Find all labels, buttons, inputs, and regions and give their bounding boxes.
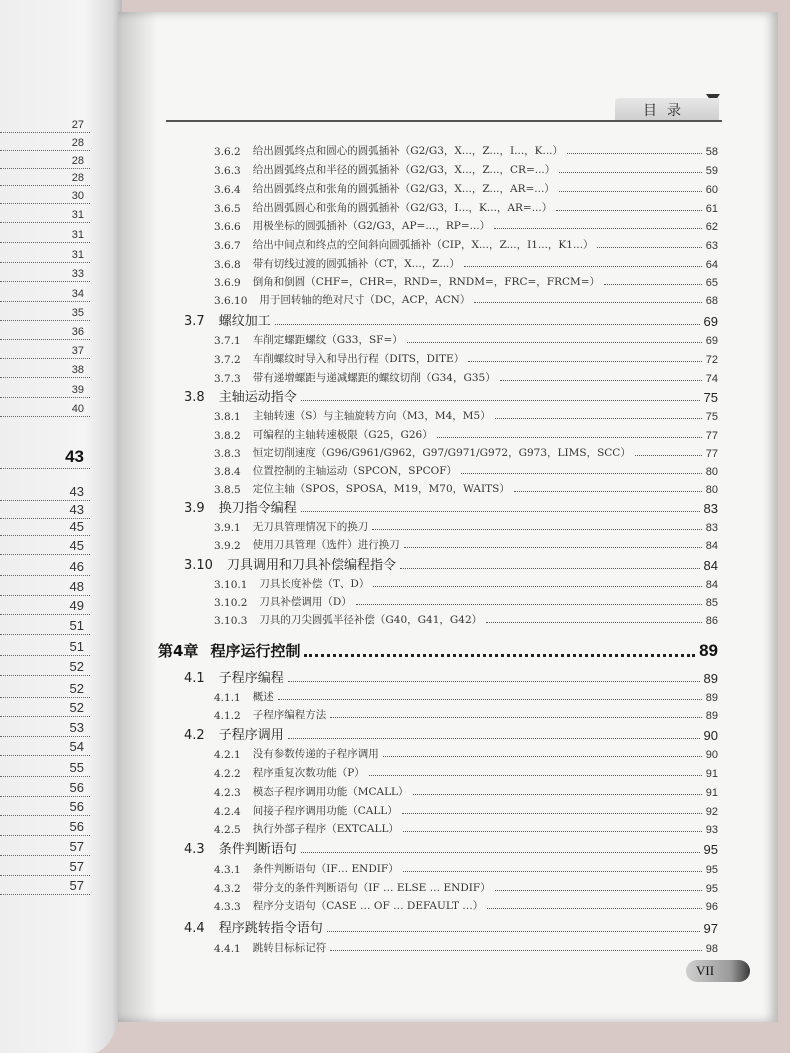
toc-entry-sub[interactable] xyxy=(214,591,718,609)
left-page-row xyxy=(0,679,90,698)
toc-number: 3.6.10 xyxy=(214,295,248,307)
left-page-number: 56 xyxy=(69,819,84,834)
toc-entry-sub[interactable] xyxy=(214,534,718,552)
left-page-number: 52 xyxy=(69,681,84,696)
left-page-row xyxy=(0,758,90,777)
toc-entry-section[interactable] xyxy=(184,311,718,329)
left-page-row xyxy=(0,263,90,282)
toc-title: 间接子程序调用功能（CALL） xyxy=(252,805,398,817)
toc-entry-sub[interactable] xyxy=(214,424,718,442)
left-page-number: 54 xyxy=(69,739,84,754)
toc-number: 3.9.1 xyxy=(214,522,241,534)
toc-title: 主轴转速（S）与主轴旋转方向（M3，M4，M5） xyxy=(252,410,491,422)
dot-leader xyxy=(407,342,702,343)
toc-entry-sub[interactable] xyxy=(214,573,718,591)
toc-number: 3.6.6 xyxy=(214,221,241,233)
toc-title: 刀具补偿调用（D） xyxy=(259,596,352,608)
toc-title: 给出中间点和终点的空间斜向圆弧插补（CIP，X...，Z...，I1...，K1...） xyxy=(252,239,594,251)
toc-title: 子程序调用 xyxy=(218,728,284,743)
toc-entry-section[interactable] xyxy=(184,555,718,573)
left-page-row xyxy=(0,718,90,737)
toc-page-number: 62 xyxy=(705,221,718,233)
toc-title: 程序分支语句（CASE … OF … DEFAULT …） xyxy=(252,900,484,912)
left-page-number: 45 xyxy=(69,519,84,534)
dot-leader xyxy=(461,473,702,474)
left-page-number: 36 xyxy=(71,326,84,338)
dot-leader xyxy=(464,266,702,267)
toc-entry-chapter[interactable] xyxy=(158,639,718,661)
left-page-number: 52 xyxy=(69,659,84,674)
toc-number: 3.6.5 xyxy=(214,203,241,215)
toc-page-number: 60 xyxy=(705,184,718,196)
toc-number: 4.4.1 xyxy=(214,943,241,955)
toc-title: 换刀指令编程 xyxy=(218,501,297,516)
left-page-number: 28 xyxy=(71,137,84,149)
left-page-row xyxy=(0,797,90,816)
left-page-row xyxy=(0,114,90,133)
toc-page-number: 74 xyxy=(705,373,718,385)
toc-page-number: 63 xyxy=(705,240,718,252)
toc-number: 4.2.3 xyxy=(214,787,241,799)
left-page-number: 43 xyxy=(69,484,84,499)
toc-number: 3.7.3 xyxy=(214,373,241,385)
dot-leader xyxy=(413,794,702,795)
left-page-row xyxy=(0,596,90,615)
dot-leader xyxy=(559,172,701,173)
toc-entry-sub[interactable] xyxy=(214,895,718,913)
left-page-row xyxy=(0,837,90,856)
toc-number: 4.2.2 xyxy=(214,768,241,780)
page-number-badge xyxy=(686,960,750,982)
toc-title: 无刀具管理情况下的换刀 xyxy=(252,521,369,533)
left-page-number: 52 xyxy=(69,700,84,715)
toc-entry-sub[interactable] xyxy=(214,743,718,761)
toc-page-number: 95 xyxy=(705,883,718,895)
toc-title: 使用刀具管理（选件）进行换刀 xyxy=(252,539,400,551)
left-page-row xyxy=(0,778,90,797)
toc-page-number: 91 xyxy=(705,768,718,780)
toc-number: 4.1.2 xyxy=(214,710,241,722)
left-page-row xyxy=(0,447,90,469)
toc-number: 3.8.4 xyxy=(214,466,241,478)
left-page-number: 51 xyxy=(69,639,84,654)
toc-number: 4.3.1 xyxy=(214,864,241,876)
toc-page-number: 89 xyxy=(705,692,718,704)
left-page-number: 40 xyxy=(71,403,84,415)
toc-number: 3.9 xyxy=(184,501,205,516)
left-page-row xyxy=(0,379,90,398)
toc-title: 定位主轴（SPOS，SPOSA，M19，M70，WAITS） xyxy=(252,483,510,495)
page-title: 目录 xyxy=(643,103,691,119)
left-page-row xyxy=(0,204,90,223)
toc-title: 子程序编程 xyxy=(218,671,284,686)
left-page-row xyxy=(0,185,90,204)
left-page-row xyxy=(0,637,90,656)
toc-page-number: 84 xyxy=(703,558,718,573)
toc-entry-sub[interactable] xyxy=(214,800,718,818)
toc-entry-sub[interactable] xyxy=(214,178,718,196)
left-page-number: 28 xyxy=(71,155,84,167)
toc-title: 给出圆弧终点和张角的圆弧插补（G2/G3，X...，Z...，AR=...） xyxy=(252,183,555,195)
toc-title: 带有切线过渡的圆弧插补（CT，X...，Z...） xyxy=(252,258,460,270)
toc-title: 模态子程序调用功能（MCALL） xyxy=(252,786,409,798)
toc-entry-sub[interactable] xyxy=(214,405,718,423)
left-page-number: 27 xyxy=(71,119,84,131)
left-page-row xyxy=(0,876,90,895)
left-page-number: 48 xyxy=(69,579,84,594)
toc-entry-section[interactable] xyxy=(184,498,718,516)
toc-page-number: 75 xyxy=(703,390,718,405)
toc-page-number: 59 xyxy=(705,165,718,177)
toc-entry-sub[interactable] xyxy=(214,367,718,385)
left-page-row xyxy=(0,557,90,576)
toc-page-number: 68 xyxy=(705,295,718,307)
toc-entry-section[interactable] xyxy=(184,839,718,857)
dot-leader xyxy=(330,950,702,951)
left-page-row xyxy=(0,398,90,417)
toc-number: 4.1 xyxy=(184,671,205,686)
toc-page-number: 86 xyxy=(705,615,718,627)
left-page-number: 45 xyxy=(69,538,84,553)
toc-page-number: 95 xyxy=(703,842,718,857)
toc-entry-sub[interactable] xyxy=(214,516,718,534)
left-page-number: 51 xyxy=(69,618,84,633)
dot-leader xyxy=(567,153,702,154)
toc-entry-section[interactable] xyxy=(184,725,718,743)
left-page-row xyxy=(0,698,90,717)
toc-page-number: 96 xyxy=(705,901,718,913)
left-page-number: 49 xyxy=(69,598,84,613)
toc-number: 3.7 xyxy=(184,314,205,329)
left-page-row xyxy=(0,657,90,676)
dot-leader xyxy=(278,699,702,700)
toc-page-number: 65 xyxy=(705,277,718,289)
left-page-number: 46 xyxy=(69,559,84,574)
toc-number: 3.7.2 xyxy=(214,354,241,366)
dot-leader xyxy=(304,654,695,657)
toc-page-number: 89 xyxy=(703,671,718,686)
dot-leader xyxy=(500,380,702,381)
toc-number: 3.10.3 xyxy=(214,615,248,627)
toc-entry-sub[interactable] xyxy=(214,478,718,496)
gutter-shadow xyxy=(118,12,158,1022)
toc-title: 用于回转轴的绝对尺寸（DC，ACP，ACN） xyxy=(259,294,471,306)
toc-entry-section[interactable] xyxy=(184,387,718,405)
toc-title: 条件判断语句（IF… ENDIF） xyxy=(252,863,399,875)
toc-number: 3.6.8 xyxy=(214,259,241,271)
toc-entry-sub[interactable] xyxy=(214,609,718,627)
left-page-number: 56 xyxy=(69,799,84,814)
left-page-number: 38 xyxy=(71,364,84,376)
left-page-row xyxy=(0,283,90,302)
toc-title: 车削螺纹时导入和导出行程（DITS，DITE） xyxy=(252,353,465,365)
dot-leader xyxy=(330,717,702,718)
dot-leader xyxy=(495,890,702,891)
dot-leader xyxy=(437,437,702,438)
toc-number: 4.2.4 xyxy=(214,806,241,818)
toc-title: 给出圆弧终点和半径的圆弧插补（G2/G3，X...，Z...，CR=...） xyxy=(252,164,556,176)
dot-leader xyxy=(402,813,702,814)
toc-entry-section[interactable] xyxy=(184,668,718,686)
toc-title: 刀具的刀尖圆弧半径补偿（G40，G41，G42） xyxy=(259,614,483,626)
toc-page-number: 83 xyxy=(703,501,718,516)
left-page-row xyxy=(0,616,90,635)
dot-leader xyxy=(301,511,700,512)
left-page-number: 28 xyxy=(71,172,84,184)
toc-entry-sub[interactable] xyxy=(214,159,718,177)
left-page-row xyxy=(0,857,90,876)
left-page-row xyxy=(0,536,90,555)
toc-number: 3.6.7 xyxy=(214,240,241,252)
dot-leader xyxy=(373,586,701,587)
toc-title: 程序重复次数功能（P） xyxy=(252,767,365,779)
left-page-number: 37 xyxy=(71,345,84,357)
right-page xyxy=(118,12,778,1022)
toc-page-number: 72 xyxy=(705,354,718,366)
toc-title: 程序运行控制 xyxy=(210,642,301,660)
toc-page-number: 84 xyxy=(705,540,718,552)
toc-title: 跳转目标标记符 xyxy=(252,942,327,954)
toc-entry-sub[interactable] xyxy=(214,234,718,252)
toc-entry-sub[interactable] xyxy=(214,140,718,158)
dot-leader xyxy=(559,191,702,192)
toc-entry-sub[interactable] xyxy=(214,704,718,722)
dot-leader xyxy=(327,931,700,932)
left-page-number: 57 xyxy=(69,878,84,893)
toc-number: 4.3.3 xyxy=(214,901,241,913)
header-rule xyxy=(166,120,722,122)
toc-page-number: 69 xyxy=(703,314,718,329)
left-page-row xyxy=(0,244,90,263)
dot-leader xyxy=(403,831,702,832)
toc-number: 4.2.1 xyxy=(214,749,241,761)
toc-page-number: 98 xyxy=(705,943,718,955)
dot-leader xyxy=(301,852,700,853)
toc-title: 条件判断语句 xyxy=(218,842,297,857)
left-page-row xyxy=(0,517,90,536)
dot-leader xyxy=(495,418,702,419)
toc-title: 带有递增螺距与递减螺距的螺纹切削（G34，G35） xyxy=(252,372,496,384)
left-page-row xyxy=(0,302,90,321)
left-page-row xyxy=(0,482,90,501)
toc-title: 倒角和倒圆（CHF=，CHR=，RND=，RNDM=，FRC=，FRCM=） xyxy=(252,276,601,288)
left-page-row xyxy=(0,817,90,836)
left-page-number: 34 xyxy=(71,288,84,300)
toc-number: 3.6.2 xyxy=(214,146,241,158)
toc-page-number: 91 xyxy=(705,787,718,799)
toc-page-number: 77 xyxy=(705,448,718,460)
toc-title: 程序跳转指令语句 xyxy=(218,921,323,936)
toc-entry-sub[interactable] xyxy=(214,686,718,704)
dot-leader xyxy=(556,210,702,211)
toc-number: 4.3 xyxy=(184,842,205,857)
toc-page-number: 85 xyxy=(705,597,718,609)
toc-page-number: 84 xyxy=(705,579,718,591)
left-page-row xyxy=(0,577,90,596)
toc-number: 3.8.5 xyxy=(214,484,241,496)
toc-page-number: 90 xyxy=(703,728,718,743)
left-page-number: 39 xyxy=(71,384,84,396)
toc-number: 3.8.1 xyxy=(214,411,241,423)
left-page xyxy=(0,0,122,1053)
toc-title: 刀具长度补偿（T、D） xyxy=(259,578,370,590)
toc-entry-sub[interactable] xyxy=(214,858,718,876)
toc-entry-sub[interactable] xyxy=(214,197,718,215)
dot-leader xyxy=(369,775,702,776)
left-page-row xyxy=(0,321,90,340)
dot-leader xyxy=(403,871,702,872)
toc-number: 第4章 xyxy=(158,642,199,660)
dot-leader xyxy=(604,284,702,285)
toc-entry-sub[interactable] xyxy=(214,877,718,895)
toc-number: 3.10 xyxy=(184,558,213,573)
toc-number: 4.2.5 xyxy=(214,824,241,836)
toc-number: 3.9.2 xyxy=(214,540,241,552)
toc-page-number: 75 xyxy=(705,411,718,423)
toc-entry-sub[interactable] xyxy=(214,329,718,347)
left-page-number: 57 xyxy=(69,839,84,854)
toc-page-number: 80 xyxy=(705,484,718,496)
dot-leader xyxy=(301,400,700,401)
toc-entry-sub[interactable] xyxy=(214,289,718,307)
left-page-number: 56 xyxy=(69,780,84,795)
dot-leader xyxy=(468,361,702,362)
dot-leader xyxy=(635,455,702,456)
left-page-row xyxy=(0,224,90,243)
toc-number: 3.8.2 xyxy=(214,430,241,442)
toc-title: 恒定切削速度（G96/G961/G962，G97/G971/G972，G973，LIMS，SCC） xyxy=(252,447,631,459)
toc-number: 3.6.4 xyxy=(214,184,241,196)
dot-leader xyxy=(275,324,700,325)
toc-number: 4.2 xyxy=(184,728,205,743)
toc-title: 概述 xyxy=(252,691,274,703)
toc-page-number: 89 xyxy=(705,710,718,722)
left-page-number: 31 xyxy=(71,249,84,261)
dot-leader xyxy=(487,908,701,909)
left-page-number: 30 xyxy=(71,190,84,202)
toc-page-number: 61 xyxy=(705,203,718,215)
toc-number: 3.10.2 xyxy=(214,597,248,609)
left-page-number: 33 xyxy=(71,268,84,280)
toc-number: 4.4 xyxy=(184,921,205,936)
toc-number: 3.8.3 xyxy=(214,448,241,460)
toc-entry-sub[interactable] xyxy=(214,781,718,799)
toc-page-number: 80 xyxy=(705,466,718,478)
toc-title: 位置控制的主轴运动（SPCON，SPCOF） xyxy=(252,465,457,477)
toc-title: 给出圆弧圆心和张角的圆弧插补（G2/G3，I...，K...，AR=...） xyxy=(252,202,553,214)
toc-title: 刀具调用和刀具补偿编程指令 xyxy=(226,558,396,573)
toc-entry-section[interactable] xyxy=(184,918,718,936)
toc-page-number: 90 xyxy=(705,749,718,761)
toc-page-number: 95 xyxy=(705,864,718,876)
toc-entry-sub[interactable] xyxy=(214,818,718,836)
toc-number: 3.6.9 xyxy=(214,277,241,289)
toc-entry-sub[interactable] xyxy=(214,253,718,271)
left-page-row xyxy=(0,132,90,151)
toc-title: 没有参数传递的子程序调用 xyxy=(252,748,379,760)
toc-page-number: 92 xyxy=(705,806,718,818)
page-number: VII xyxy=(696,963,715,978)
toc-number: 4.3.2 xyxy=(214,883,241,895)
toc-page-number: 83 xyxy=(705,522,718,534)
left-page-row xyxy=(0,167,90,186)
toc-page-number: 93 xyxy=(705,824,718,836)
dot-leader xyxy=(288,738,700,739)
dot-leader xyxy=(383,756,702,757)
left-page-number: 55 xyxy=(69,760,84,775)
toc-page-number: 97 xyxy=(703,921,718,936)
dot-leader xyxy=(486,622,702,623)
toc-title: 用极坐标的圆弧插补（G2/G3，AP=...，RP=...） xyxy=(252,220,491,232)
toc-number: 4.1.1 xyxy=(214,692,241,704)
dot-leader xyxy=(474,302,701,303)
toc-number: 3.6.3 xyxy=(214,165,241,177)
toc-title: 车削定螺距螺纹（G33，SF=） xyxy=(252,334,403,346)
toc-page-number: 58 xyxy=(705,146,718,158)
left-page-number: 57 xyxy=(69,859,84,874)
toc-title: 给出圆弧终点和圆心的圆弧插补（G2/G3，X...，Z...，I...，K...） xyxy=(252,145,564,157)
toc-entry-sub[interactable] xyxy=(214,348,718,366)
toc-number: 3.10.1 xyxy=(214,579,248,591)
left-page-number: 31 xyxy=(71,209,84,221)
dot-leader xyxy=(400,568,700,569)
left-page-number: 53 xyxy=(69,720,84,735)
left-page-row xyxy=(0,359,90,378)
left-page-number: 43 xyxy=(65,447,84,466)
dot-leader xyxy=(288,681,700,682)
left-page-row xyxy=(0,340,90,359)
toc-title: 带分支的条件判断语句（IF … ELSE … ENDIF） xyxy=(252,882,491,894)
dot-leader xyxy=(514,491,702,492)
header-tab xyxy=(615,98,719,120)
toc-page-number: 89 xyxy=(699,641,718,660)
toc-title: 主轴运动指令 xyxy=(218,390,297,405)
toc-page-number: 64 xyxy=(705,259,718,271)
toc-number: 3.8 xyxy=(184,390,205,405)
dot-leader xyxy=(356,604,702,605)
left-page-number: 31 xyxy=(71,229,84,241)
dot-leader xyxy=(404,547,702,548)
toc-number: 3.7.1 xyxy=(214,335,241,347)
toc-entry-sub[interactable] xyxy=(214,762,718,780)
toc-title: 可编程的主轴转速极限（G25，G26） xyxy=(252,429,433,441)
toc-title: 执行外部子程序（EXTCALL） xyxy=(252,823,399,835)
toc-page-number: 77 xyxy=(705,430,718,442)
left-page-row xyxy=(0,737,90,756)
left-page-number: 35 xyxy=(71,307,84,319)
toc-entry-sub[interactable] xyxy=(214,215,718,233)
dot-leader xyxy=(494,228,702,229)
toc-entry-sub[interactable] xyxy=(214,442,718,460)
left-page-number: 43 xyxy=(69,502,84,517)
toc-title: 螺纹加工 xyxy=(218,314,271,329)
toc-entry-sub[interactable] xyxy=(214,937,718,955)
toc-title: 子程序编程方法 xyxy=(252,709,327,721)
toc-entry-sub[interactable] xyxy=(214,460,718,478)
toc-entry-sub[interactable] xyxy=(214,271,718,289)
dot-leader xyxy=(372,529,702,530)
dot-leader xyxy=(597,247,701,248)
toc-page-number: 69 xyxy=(705,335,718,347)
